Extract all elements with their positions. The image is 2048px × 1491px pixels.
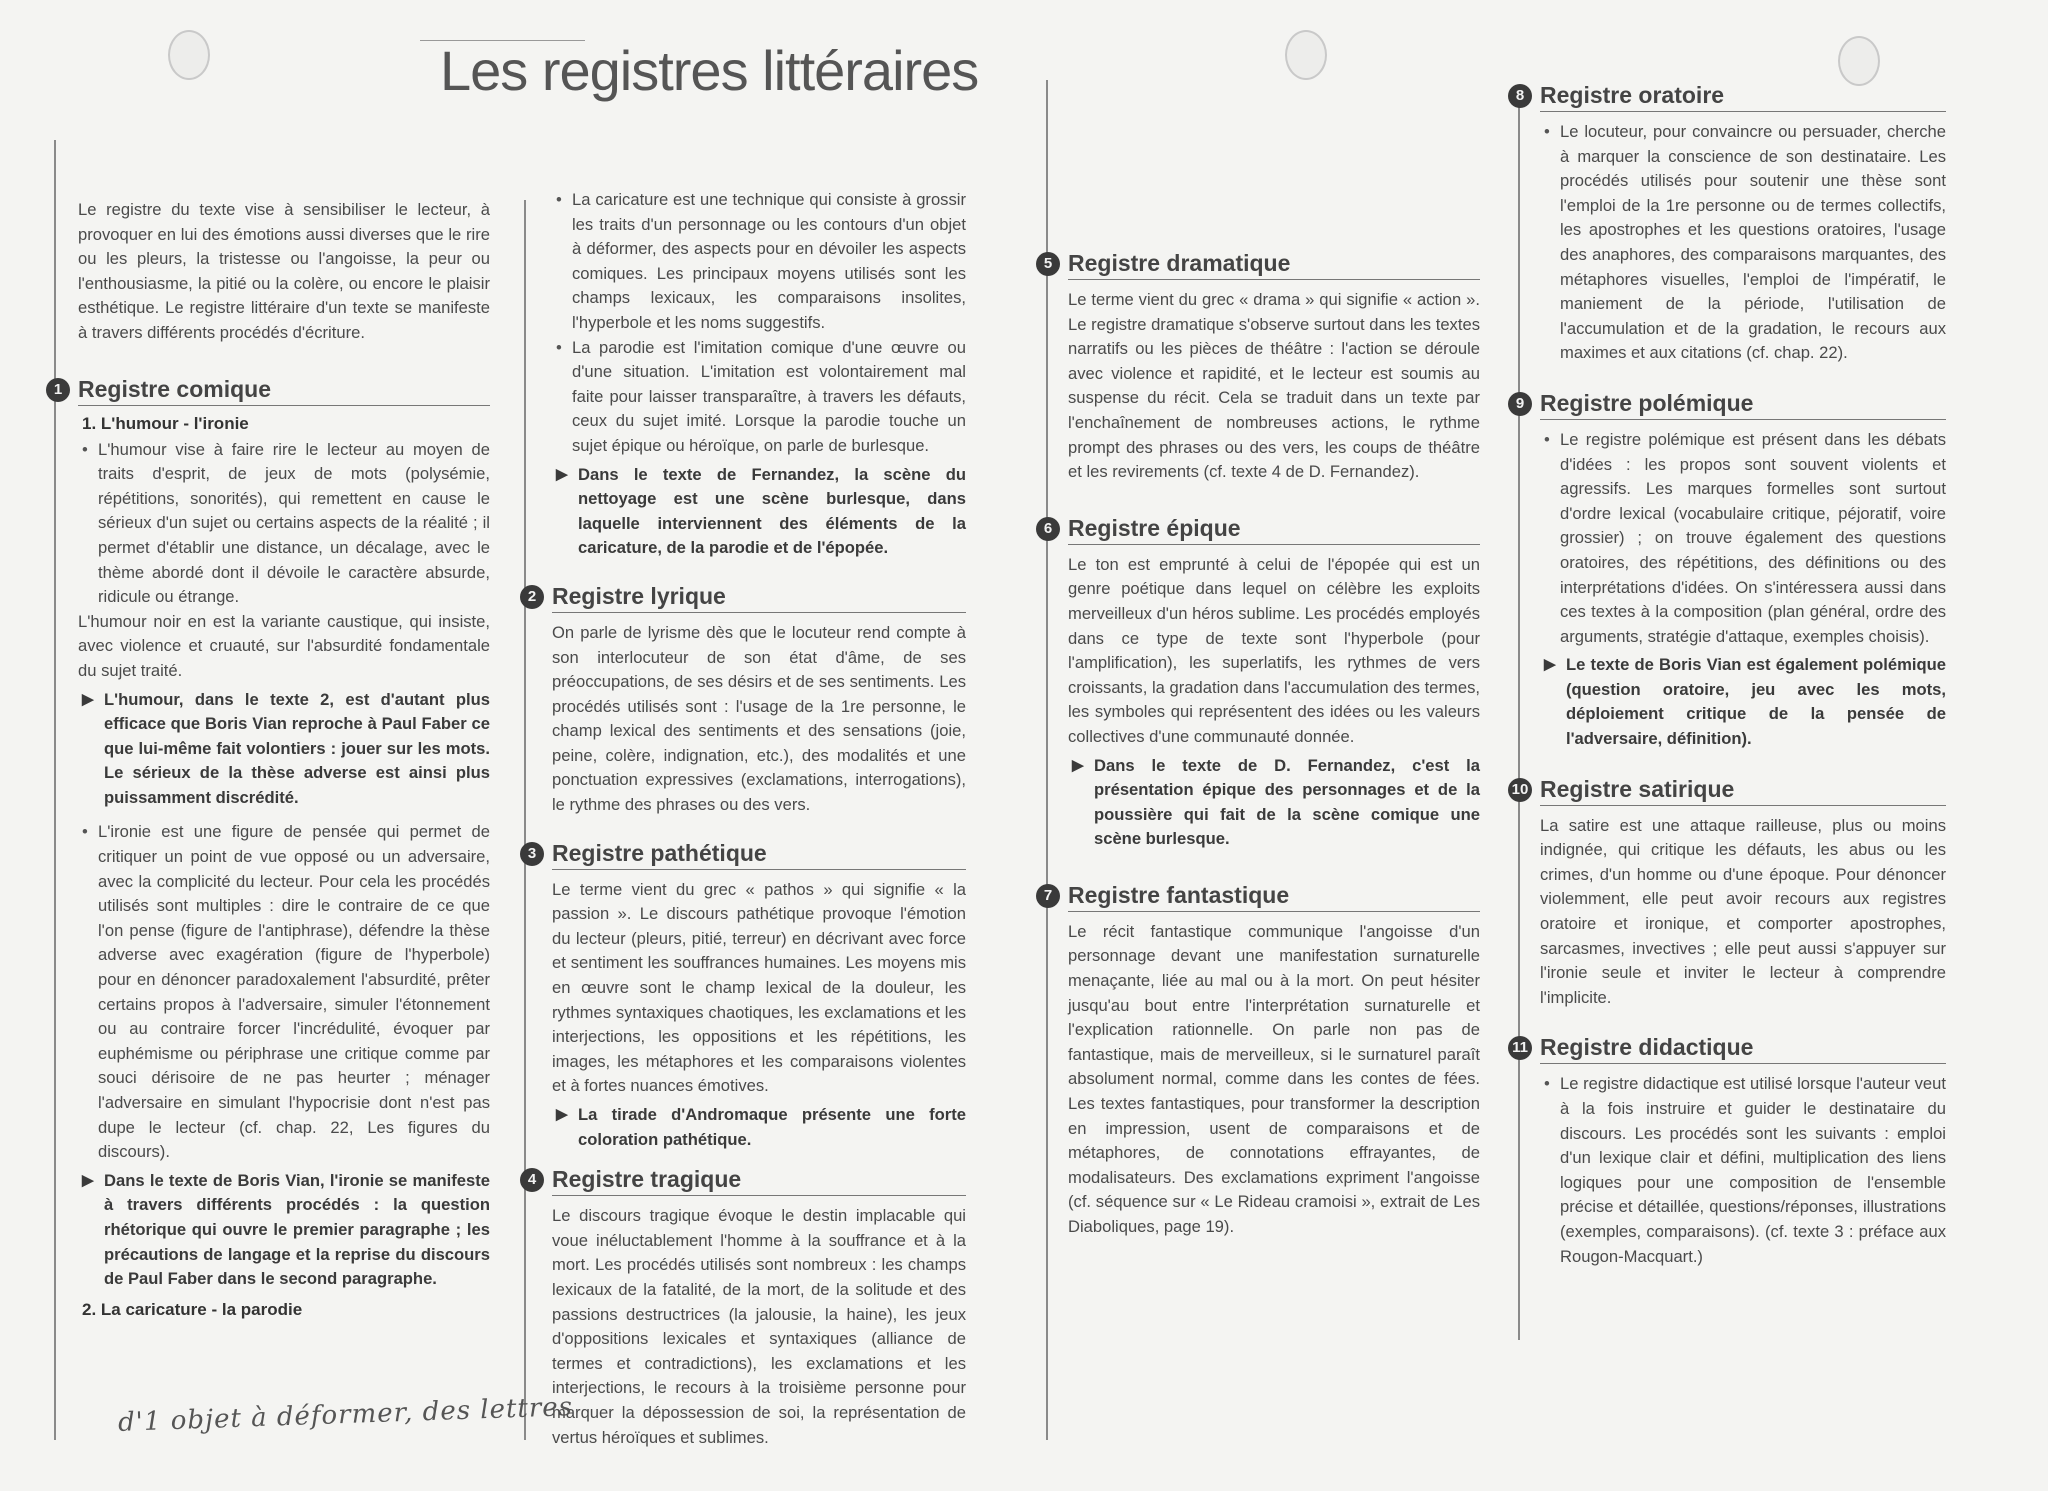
paragraph: L'humour noir en est la variante caustique, qui insiste, avec violence et cruauté, sur l'absurdité fondamentale du sujet traité. bbox=[78, 611, 490, 680]
paragraph: Le terme vient du grec « pathos » qui signifie « la passion ». Le discours pathétique provoque l'émotion du lecteur (pleurs, pitié, terreur) en décrivant avec force et sentiment les souffrances humaines. Les moyens mis en œuvre sont le champ lexical de la douleur, les rythmes syntaxiques chaotiques, les exclamations et les interjections, les oppositions et les répétitions, les images, les métaphores et les comparaisons violentes et à fortes nuances émotives. bbox=[552, 879, 966, 1096]
section-title-text: Registre comique bbox=[78, 375, 271, 402]
subsection-title: 2. La caricature - la parodie bbox=[82, 1299, 303, 1319]
paragraph: Le récit fantastique communique l'angoisse d'un personnage devant une manifestation surnaturelle menaçante, liée au mal ou à la mort. On peut hésiter jusqu'au bout entre l'interprétation surnaturelle et l'explication rationnelle. On parle non pas de fantastique, mais de merveilleux, si le surnaturel paraît absolument normal, comme dans les contes de fées. Les textes fantastiques, pour transformer la description en impression, usent de comparaisons et de métaphores, de connotations effrayantes, de modalisateurs. Des exclamations expriment l'angoisse (cf. séquence sur « Le Rideau cramoisi », extrait de Les Diaboliques, page 19). bbox=[1068, 921, 1480, 1236]
section-title-lyrique bbox=[527, 582, 966, 613]
section-number-badge: 4 bbox=[520, 1168, 544, 1192]
arrow-icon: ▶ bbox=[82, 1171, 94, 1189]
section-number-badge: 10 bbox=[1508, 778, 1532, 802]
list-item: • Le locuteur, pour convaincre ou persuader, cherche à marquer la conscience de son destinataire. Les procédés utilisés pour soutenir une thèse sont l'emploi de la 1re personne ou de termes collectifs, les apostrophes et les questions oratoires, l'usage des anaphores, des comparaisons marquantes, des métaphores visuelles, l'emploi de l'impératif, le maniement de la période, l'utilisation de l'accumulation et de la gradation, le recours aux maximes et aux citations (cf. chap. 22). bbox=[1540, 120, 1946, 366]
section-title-text: Registre épique bbox=[1068, 514, 1241, 541]
punch-hole bbox=[1285, 30, 1327, 80]
arrow-icon: ▶ bbox=[1072, 756, 1084, 774]
example-text: Le texte de Boris Vian est également polémique (question oratoire, jeu avec les mots, déploiement critique de la pensée de l'adversaire, définition). bbox=[1566, 655, 1946, 749]
page-title: Les registres littéraires bbox=[440, 39, 979, 102]
example-text: La tirade d'Andromaque présente une forte coloration pathétique. bbox=[578, 1105, 966, 1149]
section-number-badge: 3 bbox=[520, 842, 544, 866]
section-number-badge: 9 bbox=[1508, 392, 1532, 416]
example-text: Dans le texte de Boris Vian, l'ironie se manifeste à travers différents procédés : la question rhétorique qui ouvre le premier paragraphe ; les précautions de langage et la reprise du discours de Paul Faber dans le second paragraphe. bbox=[104, 1170, 490, 1289]
section-title-text: Registre polémique bbox=[1540, 389, 1754, 416]
example-note bbox=[1540, 653, 1946, 751]
punch-hole bbox=[1838, 36, 1880, 86]
example-note bbox=[78, 688, 490, 811]
paragraph: La satire est une attaque railleuse, plus ou moins indignée, qui critique les défauts, les abus ou les crimes, d'un homme ou d'une époque. Pour dénoncer violemment, elle peut avoir recours aux registres oratoire et ironique, et comporter apostrophes, sarcasmes, invectives ; elle peut aussi s'appuyer sur l'ironie seule et inviter le lecteur à comprendre l'implicite. bbox=[1540, 815, 1946, 1007]
column-rule bbox=[1518, 100, 1520, 1340]
section-title-tragique bbox=[527, 1166, 966, 1196]
example-text: Dans le texte de Fernandez, la scène du nettoyage est une scène burlesque, dans laquelle interviennent des éléments de la caricature, de la parodie et de l'épopée. bbox=[578, 464, 966, 558]
section-title-text: Registre satirique bbox=[1540, 775, 1735, 802]
section-number-badge: 11 bbox=[1508, 1036, 1532, 1060]
list-item: • La caricature est une technique qui consiste à grossir les traits d'un personnage ou les contours d'un objet à déformer, des aspects pour en dévoiler les aspects comiques. Les principaux moyens utilisés sont les champs lexicaux, les comparaisons insolites, l'hyperbole et les noms suggestifs. bbox=[552, 188, 966, 336]
section-title-comique bbox=[53, 375, 490, 406]
column-2 bbox=[527, 188, 966, 1450]
paragraph: Le terme vient du grec « drama » qui signifie « action ». Le registre dramatique s'observe surtout dans les textes narratifs ou les pièces de théâtre : l'action se déroule avec violence et rapidité, et le lecteur est soumis au suspense du récit. Cela se traduit dans un texte par l'enchaînement de nombreuses actions, le rythme prompt des phrases ou des vers, les coups de théâtre et les revirements (cf. texte 4 de D. Fernandez). bbox=[1068, 290, 1480, 482]
paragraph: Le discours tragique évoque le destin implacable qui voue inéluctablement l'homme à la souffrance et à la mort. Les procédés utilisés sont nombreux : les champs lexicaux de la fatalité, de la mort, de la solitude et des passions destructrices (la jalousie, la haine), les jeux d'oppositions lexicales et syntaxiques (alliance de termes et contradictions), les exclamations et les interjections, le recours à la troisième personne pour marquer la dépossession de soi, la représentation de vertus héroïques et sublimes. bbox=[552, 1206, 966, 1447]
example-text: L'humour, dans le texte 2, est d'autant plus efficace que Boris Vian reproche à Paul Faber ce que lui-même fait volontiers : jouer sur les mots. Le sérieux de la thèse adverse est ainsi plus puissamment discrédité. bbox=[104, 689, 490, 807]
section-title-satirique bbox=[1511, 775, 1946, 806]
arrow-icon: ▶ bbox=[82, 690, 94, 708]
section-title-didactique bbox=[1512, 1034, 1946, 1064]
list-item: • Le registre didactique est utilisé lorsque l'auteur veut à la fois instruire et guider le destinataire du discours. Les procédés sont les suivants : emploi d'un lexique clair et défini, multiplication des liens logiques pour une composition de l'ensemble précise et détaillée, questions/réponses, illustrations (exemples, comparaisons). (cf. texte 3 : préface aux Rougon-Macquart.) bbox=[1540, 1072, 1946, 1269]
section-title-fantastique bbox=[1043, 881, 1480, 912]
arrow-icon: ▶ bbox=[1544, 656, 1556, 674]
column-rule bbox=[1046, 80, 1048, 1440]
column-rule bbox=[524, 200, 526, 1440]
column-1 bbox=[53, 198, 490, 1324]
section-title-text: Registre tragique bbox=[552, 1166, 742, 1193]
section-title-pathetique bbox=[527, 839, 966, 870]
section-number-badge: 8 bbox=[1508, 84, 1532, 108]
section-title-oratoire bbox=[1515, 82, 1946, 112]
section-title-text: Registre lyrique bbox=[552, 582, 726, 609]
arrow-icon: ▶ bbox=[556, 1106, 568, 1123]
section-title-text: Registre dramatique bbox=[1068, 250, 1291, 276]
column-rule bbox=[54, 140, 56, 1440]
section-title-epique bbox=[1043, 514, 1480, 545]
intro-paragraph: Le registre du texte vise à sensibiliser le lecteur, à provoquer en lui des émotions aussi diverses que le rire ou les pleurs, la tristesse ou l'angoisse, la peur ou l'enthousiasme, la pitié ou la colère, ou encore le plaisir esthétique. Le registre littéraire d'un texte se manifeste à travers différents procédés d'écriture. bbox=[78, 200, 490, 342]
punch-hole bbox=[168, 30, 210, 80]
list-item: • L'humour vise à faire rire le lecteur au moyen de traits d'esprit, de jeux de mots (polysémie, répétitions, sonorités), qui remettent en cause le sérieux d'un sujet ou certains aspects de la réalité ; il permet d'établir une distance, un décalage, avec le thème abordé dont il dévoile le caractère absurde, ridicule ou étrange. bbox=[78, 438, 490, 610]
column-3 bbox=[1043, 250, 1480, 1240]
list-item: • L'ironie est une figure de pensée qui permet de critiquer un point de vue opposé ou un adversaire, avec la complicité du lecteur. Pour cela les procédés utilisés sont multiples : dire le contraire de ce que l'on pense (figure de l'antiphrase), défendre la thèse adverse avec exagération (figure de l'hyperbole) pour en dénoncer paradoxalement l'absurdité, prêter certains propos à l'adversaire, simuler l'étonnement ou au contraire forcer l'incrédulité, évoquer par euphémisme ou périphrase une critique comme par souci dérisoire de ne pas heurter ; ménager l'adversaire en simulant l'hypocrisie dont n'est pas dupe le lecteur (cf. chap. 22, Les figures du discours). bbox=[78, 820, 490, 1164]
example-text: Dans le texte de D. Fernandez, c'est la présentation épique des personnages et de la poussière qui fait de la scène comique une scène burlesque. bbox=[1094, 755, 1480, 849]
list-item: • Le registre polémique est présent dans les débats d'idées : les propos sont souvent violents et agressifs. Les marques formelles sont surtout d'ordre lexical (vocabulaire critique, péjoratif, voire grossier) ; on trouve également des questions oratoires, des répétitions, des définitions ou des interprétations d'idées. On s'intéressera aussi dans ces textes à la composition (plan général, ordre des arguments, stratégie d'attaque, exemples choisis). bbox=[1540, 428, 1946, 649]
handwritten-note: d'1 objet à déformer, des lettres bbox=[117, 1392, 574, 1438]
section-number-badge: 5 bbox=[1036, 252, 1060, 276]
section-number-badge: 6 bbox=[1036, 517, 1060, 541]
section-number-badge: 1 bbox=[46, 378, 70, 402]
column-4 bbox=[1511, 82, 1946, 1269]
example-note bbox=[1068, 754, 1480, 852]
arrow-icon: ▶ bbox=[556, 465, 568, 483]
section-title-dramatique bbox=[1043, 250, 1480, 280]
section-title-text: Registre oratoire bbox=[1540, 82, 1725, 108]
section-number-badge: 2 bbox=[520, 585, 544, 609]
paragraph: On parle de lyrisme dès que le locuteur rend compte à son interlocuteur de son état d'âme, de ses préoccupations, de ses désirs et de ses sentiments. Les procédés utilisés sont : l'usage de la 1re personne, le champ lexical des sentiments et des sensations (joie, peine, colère, indignation, etc.), des modalités et une ponctuation expressives (exclamations, interrogations), le rythme des phrases ou des vers. bbox=[552, 622, 966, 815]
section-title-polemique bbox=[1515, 389, 1946, 420]
example-note bbox=[552, 1103, 966, 1152]
list-item: • La parodie est l'imitation comique d'une œuvre ou d'une situation. L'imitation est volontairement mal faite pour laisser transparaître, à travers les défauts, ceux du sujet imité. Lorsque la parodie touche un sujet épique ou héroïque, on parle de burlesque. bbox=[552, 336, 966, 459]
section-title-text: Registre didactique bbox=[1540, 1034, 1754, 1061]
section-title-text: Registre pathétique bbox=[552, 839, 767, 866]
subsection-title: 1. L'humour - l'ironie bbox=[82, 413, 249, 433]
example-note bbox=[78, 1169, 490, 1292]
example-note bbox=[552, 463, 966, 561]
paragraph: Le ton est emprunté à celui de l'épopée qui est un genre poétique dans lequel on célèbre les exploits merveilleux d'un héros sublime. Les procédés employés dans ce type de texte sont l'hyperbole (pour l'amplification), les superlatifs, les rythmes de vers croissants, la gradation dans l'accumulation des termes, les symboles qui représentent des idées ou les valeurs collectives d'une communauté donnée. bbox=[1068, 554, 1480, 746]
section-number-badge: 7 bbox=[1036, 884, 1060, 908]
section-title-text: Registre fantastique bbox=[1068, 881, 1290, 908]
